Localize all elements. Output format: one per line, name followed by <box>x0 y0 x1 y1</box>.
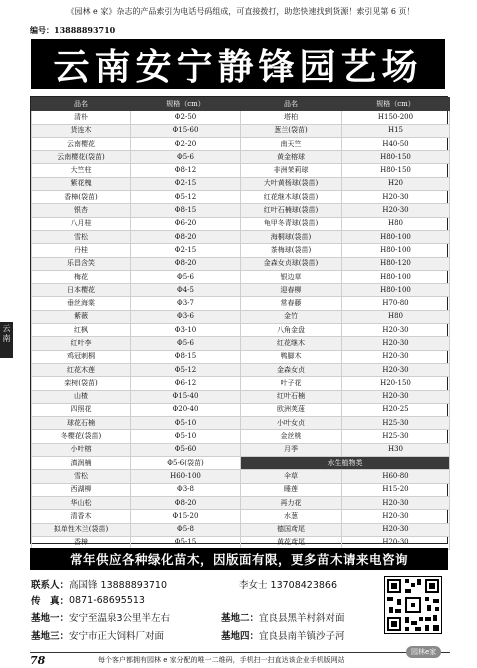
page-number: 78 <box>30 654 46 667</box>
cell-spec: H80-150 <box>342 151 450 164</box>
cell-product-name: 雪松 <box>32 470 131 483</box>
base1-label: 基地一： <box>31 613 70 624</box>
cell-spec: Φ8-20 <box>131 230 241 243</box>
base4-value: 宜良县南羊镇沙子河 <box>259 631 345 642</box>
cell-product-name: 金森女贞 <box>241 363 342 376</box>
cell-spec: Φ8-20 <box>131 496 241 509</box>
cell-product-name: 香樟(袋苗) <box>32 191 131 204</box>
cell-spec: H15 <box>342 124 450 137</box>
qr-code-graphic <box>385 577 441 633</box>
cell-product-name: 紫薇 <box>32 310 131 323</box>
table-row <box>32 390 450 403</box>
side-tab-line2: 南 <box>2 334 11 343</box>
table-row <box>32 403 450 416</box>
cell-spec: Φ5-6 <box>131 151 241 164</box>
cell-product-name: 欧洲荚蒾 <box>241 403 342 416</box>
column-header-name: 品名 <box>32 98 131 111</box>
base4-label: 基地四： <box>221 631 260 642</box>
cell-spec: H20-30 <box>342 324 450 337</box>
product-table-frame <box>30 96 448 547</box>
cell-spec: Φ6-12 <box>131 377 241 390</box>
cell-product-name: 德国鸢尾 <box>241 523 342 536</box>
table-row <box>32 217 450 230</box>
cell-product-name: 栾树(袋苗) <box>32 377 131 390</box>
base3-value: 安宁市正大饲料厂对面 <box>69 631 165 642</box>
table-row <box>32 230 450 243</box>
top-note: 《园林 e 家》杂志的产品索引为电话号码组成，可直接拨打，助您快速找到货源！索引见第 6 页！ <box>66 7 415 16</box>
cell-product-name: 球花石楠 <box>32 417 131 430</box>
cell-product-name: 金丝桃 <box>241 430 342 443</box>
cell-spec: H60-80 <box>342 470 450 483</box>
cell-product-name: 伞草 <box>241 470 342 483</box>
cell-product-name: 迎春柳 <box>241 284 342 297</box>
region-side-tab <box>0 322 13 358</box>
cell-product-name: 八角金盘 <box>241 324 342 337</box>
cell-product-name: 丹桂 <box>32 244 131 257</box>
table-row <box>32 270 450 283</box>
cell-product-name: 再力花 <box>241 496 342 509</box>
table-row <box>32 124 450 137</box>
cell-spec: H20-150 <box>342 377 450 390</box>
cell-product-name: 红花继木球(袋苗) <box>241 191 342 204</box>
cell-spec: H60-100 <box>131 470 241 483</box>
table-row <box>32 244 450 257</box>
fax-value: 0871-68695513 <box>69 594 145 606</box>
table-row <box>32 443 450 456</box>
table-row <box>32 204 450 217</box>
cell-spec: H20-30 <box>342 536 450 549</box>
cell-spec: H20-30 <box>342 363 450 376</box>
cell-spec: H20-30 <box>342 523 450 536</box>
cell-product-name: 鸭脚木 <box>241 350 342 363</box>
cell-product-name: 银边草 <box>241 270 342 283</box>
cell-product-name: 大竺柱 <box>32 164 131 177</box>
cell-spec: Φ3-10 <box>131 324 241 337</box>
cell-product-name: 红枫 <box>32 324 131 337</box>
cell-spec: H25-30 <box>342 430 450 443</box>
table-row <box>32 363 450 376</box>
product-table <box>31 97 450 550</box>
qr-code-icon[interactable] <box>384 576 442 634</box>
cell-spec: Φ5-10 <box>131 417 241 430</box>
cell-product-name: 冬樱花(袋苗) <box>32 430 131 443</box>
cell-product-name: 海桐球(袋苗) <box>241 230 342 243</box>
cell-spec: H80-120 <box>342 257 450 270</box>
table-row <box>32 177 450 190</box>
table-row <box>32 510 450 523</box>
cell-spec: H80-150 <box>342 164 450 177</box>
cell-spec: H20-30 <box>342 191 450 204</box>
cell-product-name: 紫花槐 <box>32 177 131 190</box>
column-header-name: 品名 <box>241 98 342 111</box>
cell-product-name: 小叶女贞 <box>241 417 342 430</box>
cell-product-name: 垂丝海棠 <box>32 297 131 310</box>
base2-value: 宜良县黑羊村斜对面 <box>259 613 345 624</box>
cell-spec: Φ15-40 <box>131 390 241 403</box>
cell-product-name: 小叶榕 <box>32 443 131 456</box>
table-row <box>32 470 450 483</box>
cell-spec: Φ3-7 <box>131 297 241 310</box>
cell-product-name: 清朴 <box>32 111 131 124</box>
cell-spec: Φ5-60 <box>131 443 241 456</box>
cell-product-name: 鸡冠刺桐 <box>32 350 131 363</box>
cell-product-name: 红叶石楠 <box>241 390 342 403</box>
cell-spec: H80-100 <box>342 284 450 297</box>
cell-spec: Φ8-12 <box>131 164 241 177</box>
cell-product-name: 四照花 <box>32 403 131 416</box>
table-row <box>32 310 450 323</box>
cell-spec: Φ20-40 <box>131 403 241 416</box>
cell-spec: Φ8-15 <box>131 204 241 217</box>
base-row-1 <box>31 608 376 626</box>
column-header-spec: 规格（cm） <box>131 98 241 111</box>
cell-spec: H150-200 <box>342 111 450 124</box>
cell-product-name: 非洲茉莉球 <box>241 164 342 177</box>
cell-product-name: 云南樱花(袋苗) <box>32 151 131 164</box>
base-row-2 <box>31 626 376 644</box>
company-banner <box>31 39 445 89</box>
cell-product-name: 水葱 <box>241 510 342 523</box>
cell-product-name: 八月桂 <box>32 217 131 230</box>
table-row <box>32 523 450 536</box>
cell-product-name: 红花木莲 <box>32 363 131 376</box>
table-row <box>32 496 450 509</box>
cell-spec: H80-100 <box>342 244 450 257</box>
fax-label: 传 真： <box>31 596 70 607</box>
cell-product-name: 红叶李 <box>32 337 131 350</box>
side-tab-line1: 云 <box>2 324 11 333</box>
company-title: 云南安宁静锋园艺场 <box>53 46 423 88</box>
table-row <box>32 324 450 337</box>
cell-product-name: 月季 <box>241 443 342 456</box>
cell-spec: Φ6-20 <box>131 217 241 230</box>
cell-product-name: 叶子花 <box>241 377 342 390</box>
cell-product-name: 货连木 <box>32 124 131 137</box>
cell-product-name: 雪松 <box>32 230 131 243</box>
cell-product-name: 红花继木 <box>241 337 342 350</box>
cell-product-name: 大叶黄杨球(袋苗) <box>241 177 342 190</box>
contact-person-2: 李女士 13708423866 <box>239 580 338 591</box>
cell-spec: Φ5-15 <box>131 536 241 549</box>
cell-product-name: 乐昌含笑 <box>32 257 131 270</box>
table-header-row <box>32 98 450 111</box>
cell-spec: H70-80 <box>342 297 450 310</box>
cell-spec: H20-30 <box>342 510 450 523</box>
table-row <box>32 337 450 350</box>
cell-spec: Φ3-6 <box>131 310 241 323</box>
cell-spec: Φ8-15 <box>131 350 241 363</box>
table-row <box>32 137 450 150</box>
cell-spec: Φ3-8 <box>131 483 241 496</box>
cell-spec: Φ5-12 <box>131 191 241 204</box>
cell-product-name: 银杏 <box>32 204 131 217</box>
cell-spec: H20-25 <box>342 403 450 416</box>
cell-product-name: 香樟 <box>32 536 131 549</box>
cell-spec: Φ5-10 <box>131 430 241 443</box>
cell-product-name: 梅花 <box>32 270 131 283</box>
cell-product-name: 清香木 <box>32 510 131 523</box>
cell-spec: H20-30 <box>342 337 450 350</box>
cell-product-name: 滇润楠 <box>32 457 131 470</box>
contact-block <box>31 576 376 644</box>
contact-person-1: 高国锋 13888893710 <box>69 580 168 591</box>
table-row <box>32 257 450 270</box>
cell-product-name: 葱兰(袋苗) <box>241 124 342 137</box>
footer-rule <box>30 652 450 653</box>
cell-spec: H30 <box>342 443 450 456</box>
cell-spec: Φ4-5 <box>131 284 241 297</box>
listing-code <box>30 25 115 36</box>
cell-product-name: 南天竺 <box>241 137 342 150</box>
cell-spec: H25-30 <box>342 417 450 430</box>
cell-spec: H20-30 <box>342 204 450 217</box>
cell-product-name: 华山松 <box>32 496 131 509</box>
cell-product-name: 云南樱花 <box>32 137 131 150</box>
cell-spec: Φ5-6 <box>131 337 241 350</box>
footer-text: 每个客户都拥有园林 e 家分配的唯一二维码，手机扫一扫直达该企业手机版网站 <box>98 656 345 664</box>
cell-product-name: 金森女贞球(袋苗) <box>241 257 342 270</box>
cell-spec: H20-30 <box>342 390 450 403</box>
contact-label: 联系人： <box>31 580 70 591</box>
slogan-text: 常年供应各种绿化苗木，因版面有限，更多苗木请来电咨询 <box>69 552 408 567</box>
cell-spec: H80-100 <box>342 270 450 283</box>
cell-product-name: 红叶石楠球(袋苗) <box>241 204 342 217</box>
base2-label: 基地二： <box>221 613 260 624</box>
table-row <box>32 483 450 496</box>
cell-product-name: 龟甲冬青球(袋苗) <box>241 217 342 230</box>
cell-spec: Φ2-20 <box>131 137 241 150</box>
cell-spec: Φ15-20 <box>131 510 241 523</box>
cell-product-name: 金竹 <box>241 310 342 323</box>
cell-product-name: 日本樱花 <box>32 284 131 297</box>
cell-spec: H20 <box>342 177 450 190</box>
cell-spec: Φ2-50 <box>131 111 241 124</box>
code-label: 编号： <box>30 25 54 35</box>
table-row <box>32 377 450 390</box>
cell-product-name: 黄花鸢尾 <box>241 536 342 549</box>
cell-spec: Φ5-12 <box>131 363 241 376</box>
cell-spec: Φ8-20 <box>131 257 241 270</box>
table-row <box>32 164 450 177</box>
table-row <box>32 284 450 297</box>
code-value: 13888893710 <box>54 25 116 35</box>
cell-product-name: 睡莲 <box>241 483 342 496</box>
section-header-aquatic-plants: 水生植物类 <box>241 457 450 470</box>
cell-spec: Φ5-6(袋苗) <box>131 457 241 470</box>
cell-spec: H20-30 <box>342 496 450 509</box>
table-row <box>32 297 450 310</box>
table-row <box>32 151 450 164</box>
base3-label: 基地三： <box>31 631 70 642</box>
contact-row <box>31 576 376 592</box>
table-row <box>32 350 450 363</box>
cell-product-name: 山楂 <box>32 390 131 403</box>
cell-spec: Φ5-6 <box>131 270 241 283</box>
cell-product-name: 塔柏 <box>241 111 342 124</box>
cell-spec: H40-50 <box>342 137 450 150</box>
table-row <box>32 191 450 204</box>
table-row <box>32 111 450 124</box>
cell-spec: Φ2-15 <box>131 244 241 257</box>
cell-spec: Φ2-15 <box>131 177 241 190</box>
cell-spec: H15-20 <box>342 483 450 496</box>
cell-spec: Φ15-60 <box>131 124 241 137</box>
cell-product-name: 拟单性木兰(袋苗) <box>32 523 131 536</box>
column-header-spec: 规格（cm） <box>342 98 450 111</box>
cell-spec: H20-30 <box>342 350 450 363</box>
watermark-badge: 园林e家 <box>406 646 441 658</box>
table-row <box>32 417 450 430</box>
slogan-bar <box>30 548 448 570</box>
cell-spec: H80 <box>342 217 450 230</box>
fax-row <box>31 592 376 608</box>
cell-product-name: 常春藤 <box>241 297 342 310</box>
cell-product-name: 茶梅球(袋苗) <box>241 244 342 257</box>
cell-spec: H80-100 <box>342 230 450 243</box>
cell-product-name: 西湖柳 <box>32 483 131 496</box>
base1-value: 安宁至温泉3公里半左右 <box>69 613 171 624</box>
cell-spec: Φ5-8 <box>131 523 241 536</box>
cell-product-name: 黄金榕球 <box>241 151 342 164</box>
table-row <box>32 430 450 443</box>
cell-spec: H80 <box>342 310 450 323</box>
table-row <box>32 457 450 470</box>
